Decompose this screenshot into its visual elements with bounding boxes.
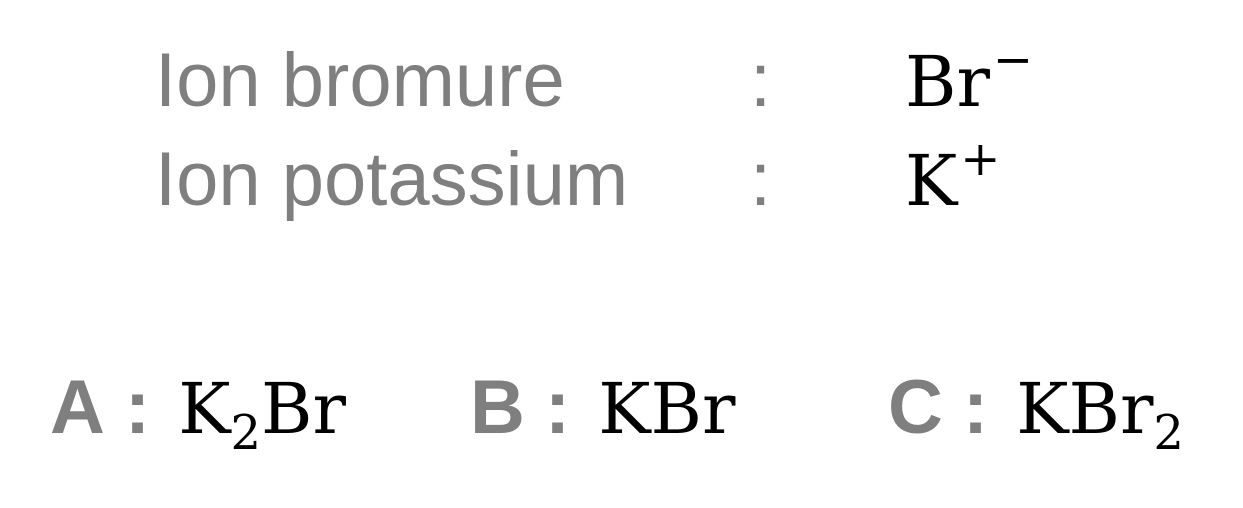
ion-bromide-label: Ion bromure — [155, 38, 565, 123]
choice-a-formula — [178, 368, 346, 461]
choice-b-formula — [598, 368, 735, 450]
choice-a-element-1: K — [178, 368, 231, 450]
ion-bromide-symbol: Br — [905, 41, 990, 123]
ion-potassium-label: Ion potassium — [155, 137, 629, 222]
choice-c-colon: : — [962, 365, 989, 450]
choice-a-letter: A — [50, 365, 105, 450]
choice-b[interactable] — [470, 365, 736, 450]
choice-c-formula — [1016, 368, 1184, 461]
choice-b-letter: B — [470, 365, 525, 450]
choice-b-colon: : — [544, 365, 571, 450]
choice-a[interactable] — [50, 365, 346, 461]
choice-c-index-1: 2 — [1153, 405, 1184, 461]
ion-potassium-formula — [905, 131, 1001, 222]
choice-c[interactable] — [888, 365, 1184, 461]
ion-potassium-charge: + — [960, 131, 1001, 187]
ion-bromide-colon: : — [750, 38, 772, 123]
choice-c-letter: C — [888, 365, 943, 450]
ion-potassium-symbol: K — [905, 140, 958, 222]
choice-b-element-1: KBr — [598, 368, 736, 450]
choice-a-element-2: Br — [261, 368, 346, 450]
choice-a-index-1: 2 — [230, 405, 262, 461]
choice-c-element-1: KBr — [1016, 368, 1154, 450]
ion-potassium-colon: : — [750, 137, 772, 222]
ion-bromide-charge: − — [992, 32, 1034, 88]
ion-bromide-formula — [905, 32, 1034, 123]
choice-a-colon: : — [124, 365, 151, 450]
